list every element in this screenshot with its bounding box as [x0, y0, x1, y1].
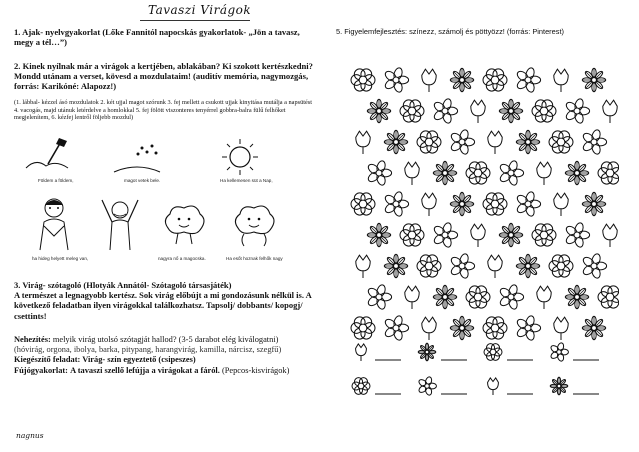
flower-38 [554, 193, 568, 216]
title-underline [140, 20, 250, 21]
section-2-movement-notes: (1. lábbal- kézzel ásó mozdulatok 2. két ujjal magot szórunk 3. fej mellett a csukott ujjak kinyitása mutálja a napsütést 4. vacogás, majd utánuk letérdelve a homlokkal 5. fej fölött viszonteres tenyérrel gobbra-balra fülű felhőket megjelenítem, 6. kézfej lentről följebb mozdul) [14, 99, 312, 122]
section-2-text: 2. Kinek nyílnak már a virágok a kertjében, ablakában? Ki szokott kertészkedni? Mondd utánam a verset, kövesd a mozdulataim! (auditív memória, nagymozgás, forrás: Karikóné: Alapozz!) [14, 61, 313, 92]
answer-flower-top-0 [356, 344, 367, 361]
arms-raised-child-illustration [98, 196, 142, 252]
flower-37 [516, 191, 541, 217]
fujo-line [14, 366, 316, 376]
flower-32 [351, 193, 375, 215]
flower-68 [483, 317, 507, 339]
caption-2: magot vetek bele. [124, 178, 161, 183]
flower-46 [565, 222, 590, 248]
flower-36 [483, 193, 507, 215]
flower-56 [367, 284, 392, 310]
flower-66 [422, 317, 436, 340]
flower-24 [367, 160, 392, 186]
sun-illustration [218, 137, 262, 177]
cloud-face-illustration-1 [160, 202, 208, 248]
cloud-face-illustration-2 [230, 202, 278, 248]
flower-1 [384, 67, 409, 93]
flower-69 [516, 315, 541, 341]
answer-flower-top-2 [484, 344, 502, 361]
flower-43 [471, 224, 485, 247]
flower-20 [488, 131, 502, 154]
flower-39 [582, 192, 606, 216]
page-title: Tavaszi Virágok [148, 3, 252, 17]
extra-tasks [14, 335, 316, 376]
answer-flower-top-3 [550, 342, 569, 362]
section-5-heading: 5. Figyelemfejlesztés: színezz, számolj és pöttyözz! (forrás: Pinterest) [336, 27, 564, 36]
flower-50 [417, 255, 441, 277]
nehezites-text: melyik virág utolsó szótagját hallod? (3-5 darabot elég kiválogatni) [52, 335, 279, 344]
flower-16 [356, 131, 370, 154]
flower-18 [417, 131, 441, 153]
answer-flower-bottom-1 [418, 376, 437, 396]
flower-28 [499, 160, 524, 186]
flower-26 [433, 161, 457, 185]
flower-8 [367, 99, 391, 123]
answer-flower-top-1 [418, 343, 436, 361]
nehezites-label: Nehezítés: [14, 335, 51, 344]
flower-49 [384, 254, 408, 278]
kiegeszito-label: Kiegészítő feladat: [14, 355, 81, 365]
flower-55 [582, 253, 607, 279]
caption-5: nagyra nő a magocska. [158, 256, 206, 261]
flower-6 [554, 69, 568, 92]
right-page [322, 0, 639, 452]
flower-15 [603, 100, 617, 123]
kiegeszito-text: Virág- szín egyeztető (csipeszes) [82, 355, 196, 365]
flower-41 [400, 224, 424, 246]
flower-54 [549, 255, 573, 277]
flower-10 [433, 98, 458, 124]
flower-19 [450, 129, 475, 155]
cold-child-illustration [32, 196, 76, 252]
flower-71 [582, 316, 606, 340]
section-3-text: A természet a legnagyobb kertész. Sok virág előbújt a mi gondozásunk nélkül is. A következő feladatban ilyen virágokkal találkozhatsz. Tapsolj/ dobbants/ kopogj/ csettints! [14, 290, 312, 321]
flower-27 [466, 162, 490, 184]
caption-4: ha hideg helyett meleg van, [32, 256, 89, 261]
flower-64 [351, 317, 375, 339]
flower-2 [422, 69, 436, 92]
flower-14 [565, 98, 590, 124]
section-1-text: 1. Ajak- nyelvgyakorlat (Lőke Fannitól napocskás gyakorlatok- „Jön a tavasz, megy a tél…”) [14, 27, 300, 48]
flower-63 [598, 286, 619, 308]
flower-59 [466, 286, 490, 308]
flower-47 [603, 224, 617, 247]
flower-48 [356, 255, 370, 278]
flower-30 [565, 161, 589, 185]
answer-flower-bottom-3 [550, 377, 568, 395]
flower-13 [532, 100, 556, 122]
flower-60 [499, 284, 524, 310]
flower-12 [499, 99, 523, 123]
flower-51 [450, 253, 475, 279]
flower-23 [582, 129, 607, 155]
flower-0 [351, 69, 375, 91]
caption-1: Földem a földem, [38, 178, 74, 183]
flower-4 [483, 69, 507, 91]
flower-42 [433, 222, 458, 248]
section-3-heading: 3. Virág- szótagoló (Hlotyák Annától- Szótagoló társasjáték) [14, 280, 232, 290]
flower-45 [532, 224, 556, 246]
section-3 [14, 280, 316, 321]
flower-5 [516, 67, 541, 93]
flower-35 [450, 192, 474, 216]
flower-40 [367, 223, 391, 247]
author-signature: nagnus [16, 431, 44, 440]
flower-33 [384, 191, 409, 217]
flower-count-answer-area [349, 340, 619, 410]
flower-17 [384, 130, 408, 154]
flower-67 [450, 316, 474, 340]
answer-flower-bottom-2 [488, 378, 499, 395]
flower-62 [565, 285, 589, 309]
flower-53 [516, 254, 540, 278]
flower-25 [405, 162, 419, 185]
flower-3 [450, 68, 474, 92]
flower-22 [549, 131, 573, 153]
fujo-text: A tavaszi szellő lefújja a virágokat a fáról. [70, 365, 220, 375]
flower-57 [405, 286, 419, 309]
flower-65 [384, 315, 409, 341]
nehezites-line [14, 335, 316, 345]
flower-70 [554, 317, 568, 340]
flower-coloring-grid [349, 66, 619, 346]
flower-34 [422, 193, 436, 216]
fujo-source: (Pepcos-kisvirágok) [221, 365, 290, 375]
fujo-label: Fújógyakorlat: [14, 365, 68, 375]
flower-29 [537, 162, 551, 185]
flower-7 [582, 68, 606, 92]
flower-11 [471, 100, 485, 123]
flower-44 [499, 223, 523, 247]
caption-3: Ha kellemesen süt a Nap, [220, 178, 273, 183]
flower-58 [433, 285, 457, 309]
caption-6: Ha esőt hoznak felhők nagy [226, 256, 283, 261]
flower-52 [488, 255, 502, 278]
seed-sowing-illustration [112, 142, 162, 176]
flower-9 [400, 100, 424, 122]
flower-21 [516, 130, 540, 154]
kiegeszito-line [14, 355, 316, 365]
answer-flower-bottom-0 [352, 378, 370, 395]
flower-word-list: (hóvirág, orgona, ibolya, barka, pitypang, harangvirág, kamilla, nárcisz, szegfű) [14, 345, 282, 355]
shovel-digging-illustration [24, 136, 74, 176]
flower-61 [537, 286, 551, 309]
flower-31 [598, 162, 619, 184]
